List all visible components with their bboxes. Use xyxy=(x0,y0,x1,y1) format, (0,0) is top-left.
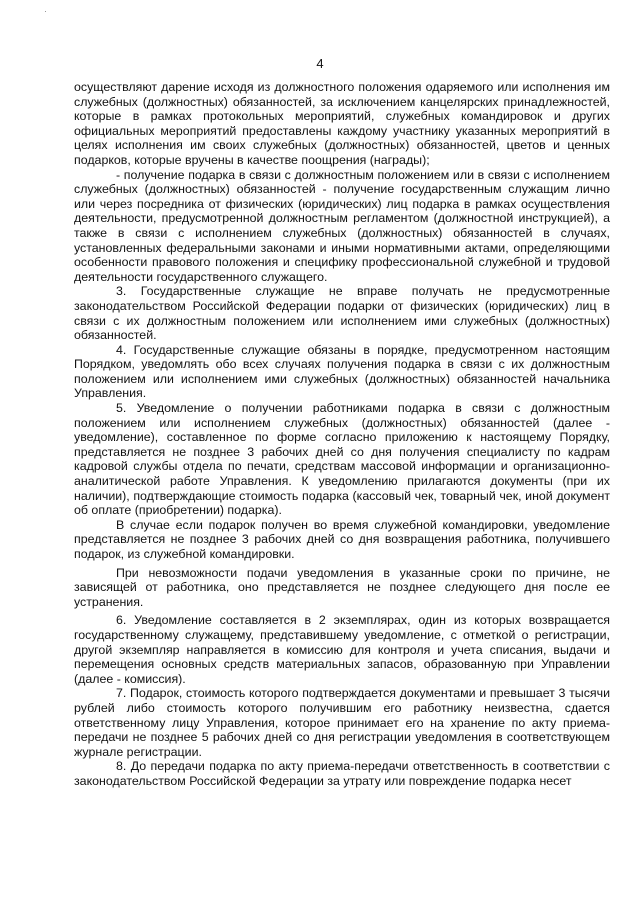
paragraph-definition: - получение подарка в связи с должностным положением или в связи с исполнением служебных (должностных) обязанностей - получение государственным служащим лично или через посредника от физических (юридических) лиц подарка в рамках осуществления деятельности, предусмотренной должностным регламентом (должностной инструкцией), а также в связи с исполнением служебных (должностных) обязанностей в случаях, установленных федеральными законами и иными нормативными актами, определяющими особенности правового положения и специфику профессиональной служебной и трудовой деятельности государственного служащего. xyxy=(74,167,610,284)
paragraph-item-5-business-trip: В случае если подарок получен во время служебной командировки, уведомление представляется не позднее 3 рабочих дней со дня возвращения работника, получившего подарок, из служебной командировки. xyxy=(74,517,610,561)
paragraph-item-8: 8. До передачи подарка по акту приема-передачи ответственность в соответствии с законодательством Российской Федерации за утрату или повреждение подарка несет xyxy=(74,759,610,788)
paragraph-continuation: осуществляют дарение исходя из должностного положения одаряемого или исполнения им служебных (должностных) обязанностей, за исключением канцелярских принадлежностей, которые в рамках протокольных мероприятий, служебных командировок и других официальных мероприятий предоставлены каждому участнику указанных мероприятий в целях исполнения им своих служебных (должностных) обязанностей, цветов и ценных подарков, которые вручены в качестве поощрения (награды); xyxy=(74,80,610,167)
paragraph-item-5: 5. Уведомление о получении работниками подарка в связи с должностным положением или исполнением служебных (должностных) обязанностей (далее - уведомление), составленное по форме согласно приложению к настоящему Порядку, представляется не позднее 3 рабочих дней со дня получения специалисту по кадрам кадровой службы отдела по печати, средствам массовой информации и организационно-аналитической работе Управления. К уведомлению прилагаются документы (при их наличии), подтверждающие стоимость подарка (кассовый чек, товарный чек, иной документ об оплате (приобретении) подарка). xyxy=(74,401,610,518)
paragraph-item-4: 4. Государственные служащие обязаны в порядке, предусмотренном настоящим Порядком, уведомлять обо всех случаях получения подарка в связи с их должностным положением или исполнением ими служебных (должностных) обязанностей начальника Управления. xyxy=(74,342,610,401)
scan-mark: · xyxy=(44,6,47,16)
page-number: 4 xyxy=(316,56,324,71)
paragraph-item-5-impossibility: При невозможности подачи уведомления в указанные сроки по причине, не зависящей от работника, оно представляется не позднее следующего дня после ее устранения. xyxy=(74,565,610,609)
paragraph-item-3: 3. Государственные служащие не вправе получать не предусмотренные законодательством Российской Федерации подарки от физических (юридических) лиц в связи с их должностным положением или исполнением ими служебных (должностных) обязанностей. xyxy=(74,284,610,343)
document-body xyxy=(74,80,610,789)
paragraph-item-7: 7. Подарок, стоимость которого подтверждается документами и превышает 3 тысячи рублей либо стоимость которого получившим его работнику неизвестна, сдается ответственному лицу Управления, которое принимает его на хранение по акту приема-передачи не позднее 5 рабочих дней со дня регистрации уведомления в соответствующем журнале регистрации. xyxy=(74,686,610,759)
paragraph-item-6: 6. Уведомление составляется в 2 экземплярах, один из которых возвращается государственному служащему, представившему уведомление, с отметкой о регистрации, другой экземпляр направляется в комиссию для контроля и учета списания, выдачи и перемещения основных средств материальных запасов, образованную при Управлении (далее - комиссия). xyxy=(74,613,610,686)
